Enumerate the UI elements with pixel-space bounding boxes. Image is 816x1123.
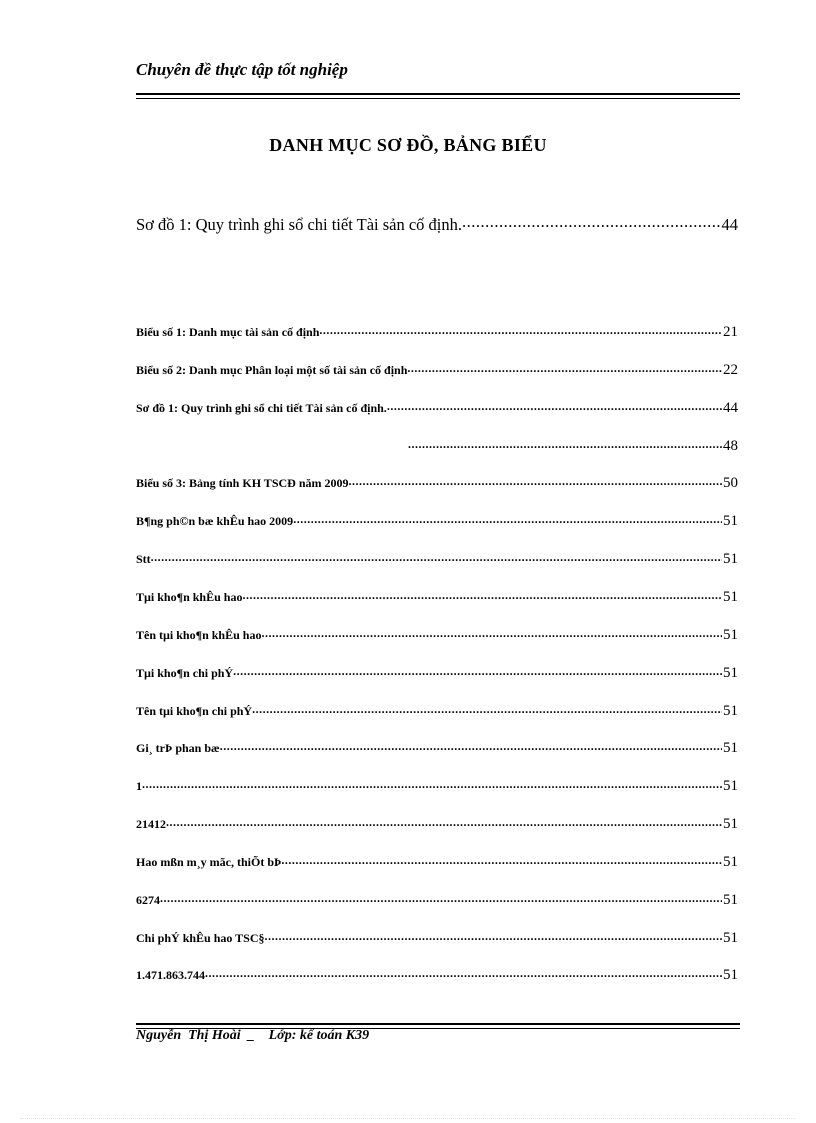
toc-entry[interactable] — [136, 589, 738, 606]
toc-page: 51 — [723, 778, 738, 795]
footer-separator: _ — [247, 1028, 255, 1043]
toc-page: 51 — [723, 513, 738, 530]
toc-label: 21412 — [136, 817, 166, 832]
toc-leader — [252, 703, 722, 715]
page-footer — [136, 1028, 369, 1044]
toc-label: Sơ đồ 1: Quy trình ghi sổ chi tiết Tài sản cố định. — [136, 214, 463, 234]
toc-page: 51 — [723, 551, 738, 568]
toc-main-entry[interactable] — [136, 213, 738, 235]
toc-leader — [205, 967, 722, 979]
toc-entry[interactable] — [136, 475, 738, 492]
toc-leader — [160, 892, 722, 904]
toc-leader — [349, 475, 723, 487]
toc-page: 51 — [723, 816, 738, 833]
toc-label: Tµi kho¶n chi phÝ — [136, 665, 234, 680]
toc-label: Hao mßn m¸y mãc, thiÕt bÞ — [136, 854, 282, 869]
toc-page: 51 — [723, 664, 738, 681]
toc-entry[interactable] — [136, 665, 738, 682]
toc-label: Biểu số 3: Bảng tính KH TSCĐ năm 2009 — [136, 476, 349, 491]
toc-leader — [387, 400, 722, 412]
toc-page: 51 — [723, 929, 738, 946]
toc-leader — [242, 589, 722, 601]
toc-entry[interactable] — [136, 930, 738, 947]
toc-page: 51 — [723, 588, 738, 605]
toc-label: Chi phÝ khÊu hao TSC§ — [136, 930, 265, 945]
toc-label: 1.471.863.744 — [136, 968, 205, 983]
toc-leader — [462, 213, 720, 230]
toc-page: 51 — [723, 740, 738, 757]
footer-class: Lớp: kế toán K39 — [268, 1028, 370, 1043]
toc-entry[interactable] — [136, 703, 738, 720]
toc-leader — [281, 854, 722, 866]
toc-label: Biểu số 1: Danh mục tài sản cố định — [136, 325, 320, 339]
footer-name: Nguyễn Thị Hoài — [136, 1028, 241, 1043]
toc-entry[interactable] — [136, 854, 738, 871]
toc-leader — [319, 324, 722, 336]
toc-leader — [151, 551, 722, 563]
toc-entry[interactable] — [136, 627, 738, 644]
toc-page: 51 — [723, 891, 738, 908]
toc-label: Sơ đồ 1: Quy trình ghi sổ chi tiết Tài sản cố định. — [136, 400, 387, 415]
toc-entry[interactable] — [136, 324, 738, 341]
toc-entry[interactable] — [136, 816, 738, 833]
toc-page: 21 — [723, 324, 738, 340]
toc-label: Tên tµi kho¶n khÊu hao — [136, 627, 262, 642]
toc-leader — [265, 930, 722, 942]
toc-entry[interactable] — [136, 778, 738, 795]
toc-label: 1 — [136, 779, 142, 794]
toc-leader — [407, 362, 722, 374]
toc-entry[interactable] — [136, 400, 738, 417]
page-title: DANH MỤC SƠ ĐỒ, BẢNG BIỂU — [269, 135, 547, 155]
toc-label: Gi¸ trÞ phan bæ — [136, 741, 220, 756]
toc-page: 51 — [723, 853, 738, 870]
toc-page: 44 — [721, 214, 738, 234]
toc-entry[interactable] — [136, 892, 738, 909]
toc-label: 6274 — [136, 892, 160, 907]
toc-page: 48 — [723, 437, 738, 454]
toc-label: Biểu số 2: Danh mục Phân loại một số tài sản cố định — [136, 362, 408, 377]
toc-entry[interactable] — [136, 551, 738, 568]
toc-label: Stt — [136, 552, 151, 567]
toc-page: 44 — [723, 399, 738, 416]
toc-leader — [142, 778, 722, 790]
toc-label: B¶ng ph©n bæ khÊu hao 2009 — [136, 514, 294, 529]
toc-entry[interactable] — [136, 438, 738, 455]
toc-leader — [293, 513, 722, 525]
toc-page: 22 — [723, 361, 738, 378]
toc-label: Tµi kho¶n khÊu hao — [136, 589, 243, 604]
toc-page: 50 — [723, 475, 738, 492]
page-header — [136, 60, 740, 80]
toc-entry[interactable] — [136, 513, 738, 530]
toc-leader — [220, 740, 722, 752]
toc-label: Tên tµi kho¶n chi phÝ — [136, 703, 253, 718]
page-edge — [20, 1118, 796, 1119]
toc-page: 51 — [723, 626, 738, 643]
toc-entry[interactable] — [136, 362, 738, 379]
header-title: Chuyên đề thực tập tốt nghiệp — [136, 60, 348, 79]
toc-leader — [166, 816, 722, 828]
toc-leader — [233, 665, 722, 677]
toc-leader — [261, 627, 722, 639]
toc-entry[interactable] — [136, 967, 738, 984]
toc-page: 51 — [723, 967, 738, 984]
header-rule — [136, 93, 740, 99]
toc-page: 51 — [723, 702, 738, 719]
toc-entry[interactable] — [136, 740, 738, 757]
toc-leader — [408, 438, 722, 450]
